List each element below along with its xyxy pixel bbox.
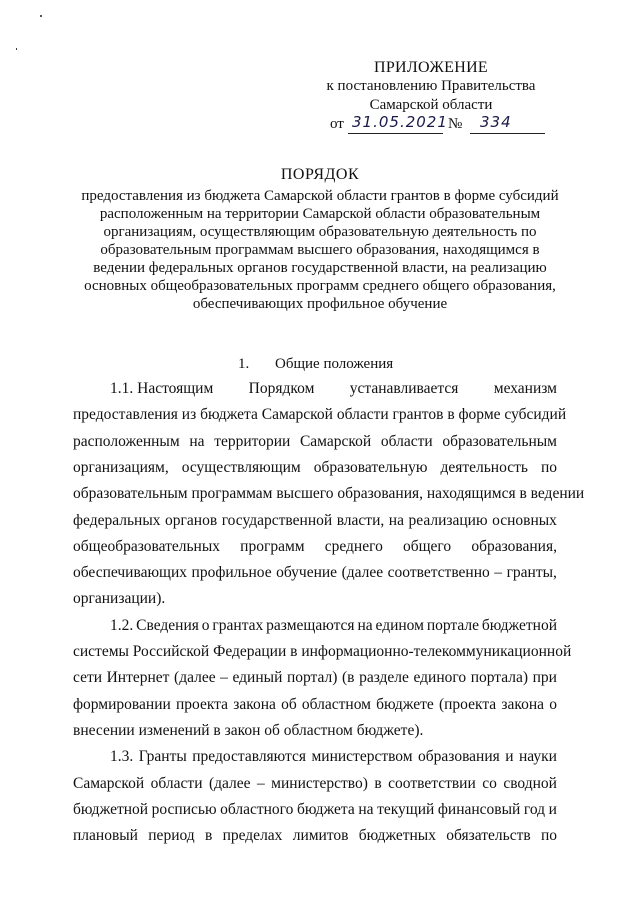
text-word: на xyxy=(357,616,373,634)
text-word: профильное xyxy=(191,564,272,582)
text-word: федеральных xyxy=(73,511,161,529)
text-word: обеспечивающих xyxy=(73,564,188,582)
text-word: образовательную xyxy=(313,458,428,476)
text-word: области xyxy=(150,774,203,792)
text-word: (проекта xyxy=(438,695,497,713)
text-word: – xyxy=(256,774,265,792)
text-word: сводной xyxy=(503,774,557,792)
text-line xyxy=(73,508,557,534)
text-word: по xyxy=(540,827,557,845)
text-word: и xyxy=(505,748,514,766)
heading-line: образовательным программам высшего образования, находящимся в xyxy=(100,242,540,258)
heading-line: предоставления из бюджета Самарской области грантов в форме субсидий xyxy=(81,188,559,204)
text-word: (далее xyxy=(208,774,251,792)
text-word: портале xyxy=(426,616,480,634)
text-word: разделе xyxy=(359,669,409,687)
text-word: общеобразовательных xyxy=(73,537,221,555)
text-word: соответствии xyxy=(388,774,476,792)
text-word: об xyxy=(281,695,297,713)
text-word: расположенным xyxy=(73,432,180,450)
text-word: закона xyxy=(501,695,545,713)
text-word: в xyxy=(204,827,213,845)
text-word: – xyxy=(220,669,228,687)
text-word: деятельность xyxy=(440,458,528,476)
text-word: государственной xyxy=(221,511,333,529)
text-line xyxy=(110,744,557,770)
text-word: Интернет xyxy=(106,669,170,687)
text-word: при xyxy=(532,669,557,687)
text-line xyxy=(73,823,557,849)
text-word: Самарской xyxy=(73,774,145,792)
text-word: на xyxy=(189,432,205,450)
text-word: (в xyxy=(342,669,355,687)
text-word: образования, xyxy=(471,537,557,555)
text-line xyxy=(110,613,557,639)
text-word: о xyxy=(201,616,210,634)
text-word: внесении изменений в закон об областном бюджете). xyxy=(73,721,424,739)
text-word: власти, xyxy=(336,511,385,529)
text-line xyxy=(73,692,557,718)
text-word: образовательным программам высшего образования, находящимся в ведении xyxy=(73,485,585,503)
text-word: механизм xyxy=(493,380,557,397)
text-word: финансовый xyxy=(437,800,521,818)
text-word: областного xyxy=(220,800,294,818)
text-word: Самарской xyxy=(299,432,372,450)
text-word: пределах xyxy=(222,827,283,845)
heading-line: ведении федеральных органов государственной власти, на реализацию xyxy=(93,260,547,276)
text-word: лимитов xyxy=(292,827,349,845)
text-word: и xyxy=(548,800,557,818)
text-word: среднего xyxy=(324,537,383,555)
text-word: территории xyxy=(214,432,291,450)
text-line xyxy=(73,639,571,665)
text-line xyxy=(73,718,423,744)
text-word: образования xyxy=(418,748,500,766)
text-line xyxy=(110,376,557,402)
text-word: Гранты xyxy=(138,748,187,766)
text-word: обучение xyxy=(276,564,338,582)
appendix-line-2: Самарской области xyxy=(369,97,493,113)
text-word: организациям, xyxy=(73,458,169,476)
text-word: бюджете xyxy=(376,695,434,713)
appendix-title: ПРИЛОЖЕНИЕ xyxy=(373,59,488,76)
text-line xyxy=(73,455,557,481)
text-word: министерство) xyxy=(271,774,368,792)
text-line xyxy=(73,771,557,797)
text-word: бюджетной xyxy=(73,800,149,818)
scan-speck xyxy=(40,15,42,17)
number-underline xyxy=(470,133,545,134)
scan-speck xyxy=(16,48,17,50)
text-word: росписью xyxy=(151,800,217,818)
text-word: проекта xyxy=(175,695,229,713)
text-word: единый xyxy=(232,669,283,687)
text-word: предоставления из бюджета Самарской области грантов в форме субсидий xyxy=(73,406,567,424)
text-word: бюджетной xyxy=(481,616,557,634)
text-word: соответственно xyxy=(387,564,490,582)
text-word: – xyxy=(494,564,503,582)
text-word: обязательств xyxy=(446,827,531,845)
heading-title: ПОРЯДОК xyxy=(280,166,360,183)
appendix-line-1: к постановлению Правительства xyxy=(326,78,536,94)
text-word: в xyxy=(374,774,382,792)
text-word: размещаются xyxy=(266,616,355,634)
text-word: 1.1. Настоящим xyxy=(110,380,214,397)
text-word: о xyxy=(549,695,557,713)
text-line xyxy=(73,402,566,428)
text-word: (далее xyxy=(174,669,216,687)
text-word: образовательным xyxy=(442,432,557,450)
number-label: № xyxy=(448,116,463,132)
heading-line: основных общеобразовательных программ среднего общего образования, xyxy=(84,278,556,294)
text-word: год xyxy=(523,800,546,818)
text-word: закона xyxy=(233,695,276,713)
text-word: министерством xyxy=(311,748,413,766)
text-word: области xyxy=(380,432,433,450)
text-word: программ xyxy=(240,537,305,555)
text-word: портал) xyxy=(286,669,338,687)
text-word: реализацию xyxy=(408,511,488,529)
text-word: общего xyxy=(402,537,452,555)
text-line xyxy=(73,429,557,455)
text-word: формировании xyxy=(73,695,171,713)
text-line xyxy=(73,665,557,691)
resolution-date-line xyxy=(330,115,545,135)
text-word: устанавливается xyxy=(349,380,459,397)
text-word: осуществляющим xyxy=(181,458,301,476)
text-word: 1.3. xyxy=(110,748,134,766)
text-word: гранты, xyxy=(506,564,557,582)
text-word: организации). xyxy=(73,590,166,608)
date-underline xyxy=(348,133,443,134)
document-heading xyxy=(60,166,580,313)
text-word: со xyxy=(482,774,497,792)
appendix-block xyxy=(300,58,562,135)
text-word: областном xyxy=(301,695,371,713)
text-line xyxy=(73,586,165,612)
text-word: на xyxy=(358,800,374,818)
section-title: Общие положения xyxy=(275,356,394,372)
text-word: грантах xyxy=(212,616,264,634)
from-label: от xyxy=(330,116,344,132)
heading-line: организациям, осуществляющим образовательную деятельность по xyxy=(103,224,537,240)
section-number: 1. xyxy=(238,356,250,372)
text-line xyxy=(73,560,557,586)
text-word: текущий xyxy=(377,800,435,818)
heading-line: обеспечивающих профильное обучение xyxy=(192,296,448,312)
text-word: на xyxy=(388,511,404,529)
text-word: бюджета xyxy=(296,800,355,818)
text-word: портала) xyxy=(470,669,529,687)
text-word: системы Российской Федерации в информационно-телекоммуникационной xyxy=(73,643,572,660)
text-word: по xyxy=(540,458,557,476)
text-word: плановый xyxy=(73,827,138,845)
text-word: науки xyxy=(518,748,557,766)
handwritten-number: 334 xyxy=(480,113,512,131)
text-word: основных xyxy=(492,511,557,529)
text-word: единого xyxy=(413,669,467,687)
text-word: сети xyxy=(73,669,103,687)
handwritten-date: 31.05.2021 xyxy=(352,113,448,131)
text-line xyxy=(73,797,557,823)
text-word: предоставляются xyxy=(192,748,307,766)
text-word: период xyxy=(148,827,195,845)
text-word: (далее xyxy=(341,564,384,582)
text-line xyxy=(73,481,584,507)
text-word: бюджетных xyxy=(358,827,436,845)
text-word: Порядком xyxy=(248,380,315,397)
text-word: органов xyxy=(165,511,218,529)
text-word: 1.2. xyxy=(110,616,134,634)
text-word: Сведения xyxy=(136,616,199,634)
text-word: едином xyxy=(375,616,424,634)
text-line xyxy=(73,534,557,560)
heading-line: расположенным на территории Самарской области образовательным xyxy=(99,206,541,222)
